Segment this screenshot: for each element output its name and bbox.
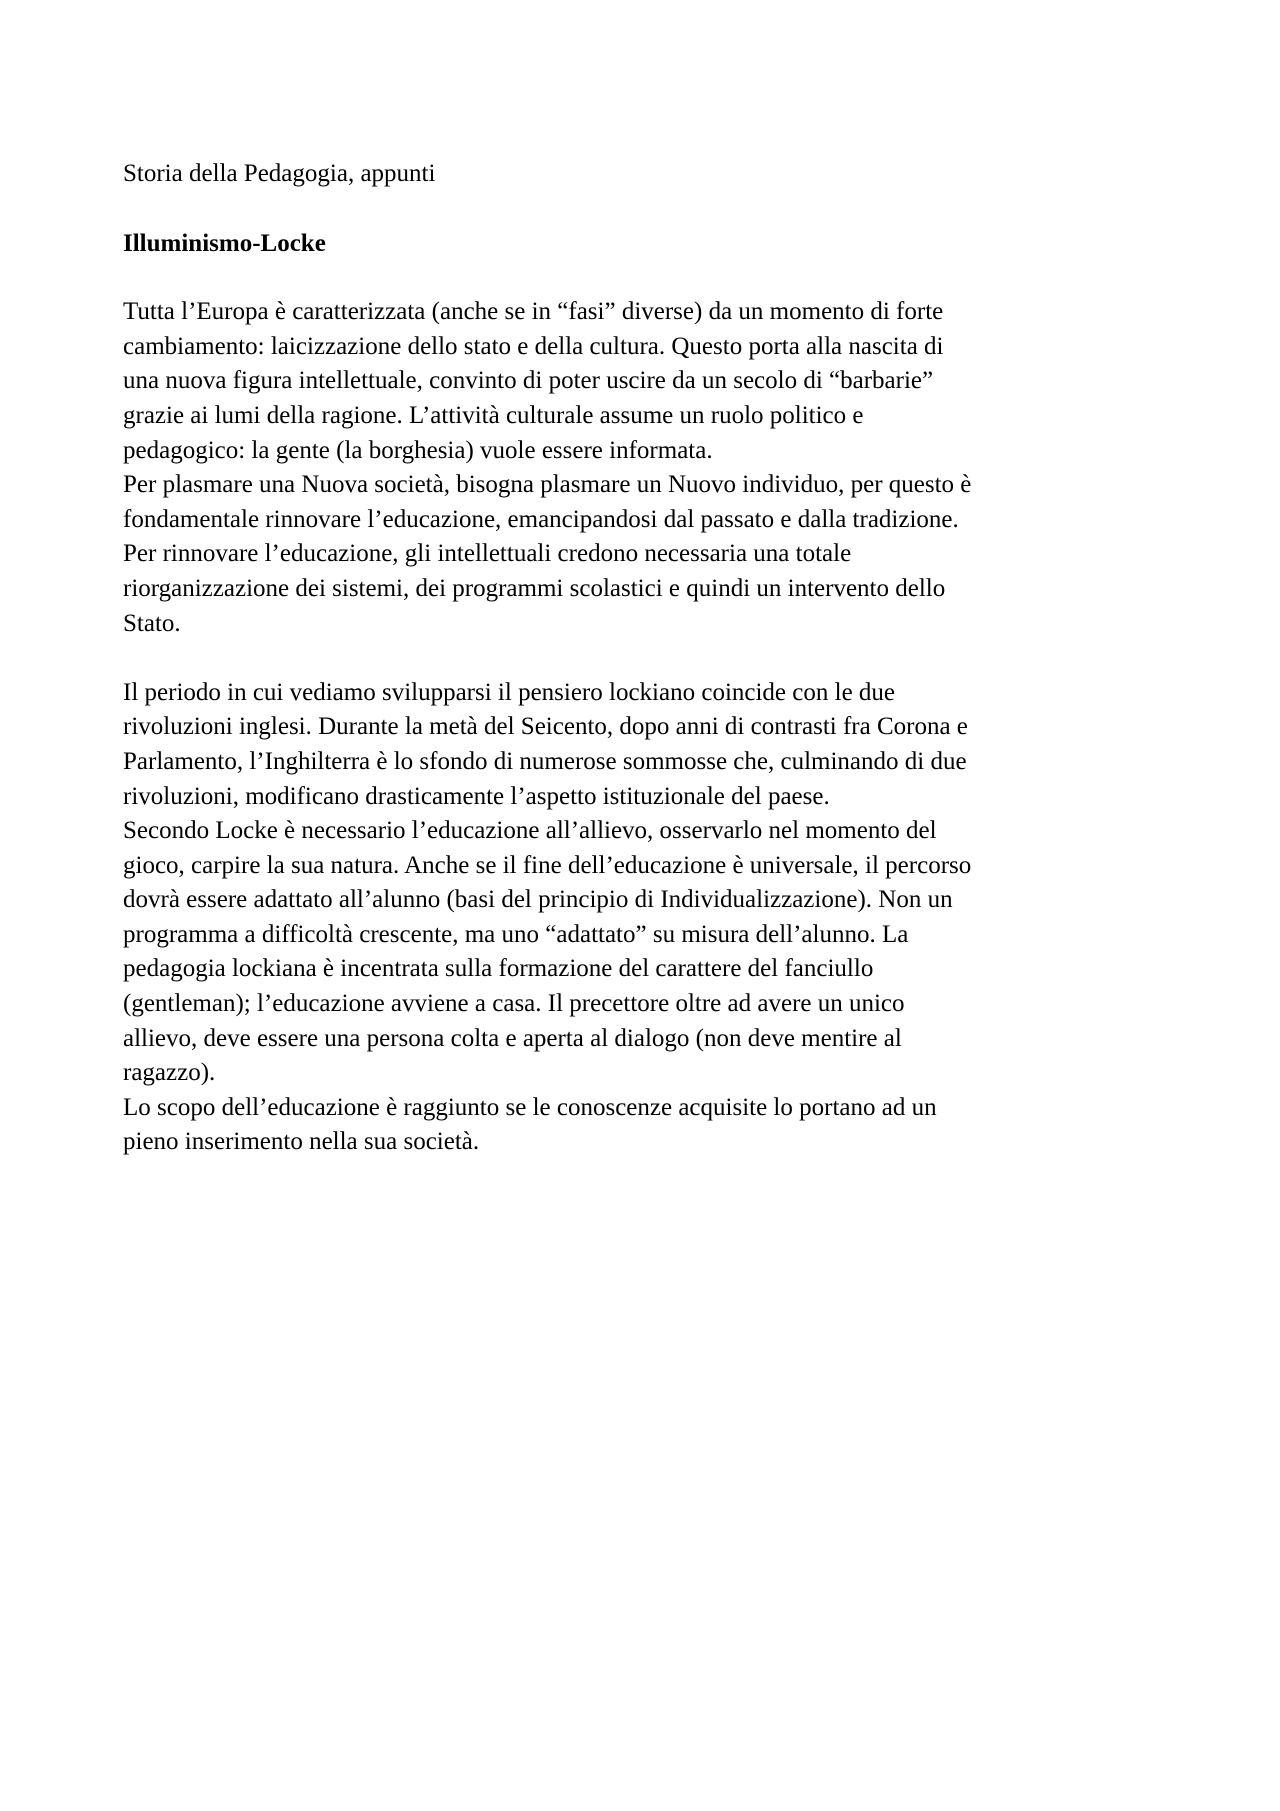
text-line: Per rinnovare l’educazione, gli intellettuali credono necessaria una totale [123, 540, 852, 568]
text-line: Lo scopo dell’educazione è raggiunto se le conoscenze acquisite lo portano ad un [123, 1093, 937, 1121]
document-subtitle: Storia della Pedagogia, appunti [123, 160, 436, 187]
text-line: Per plasmare una Nuova società, bisogna plasmare un Nuovo individuo, per questo è [123, 471, 972, 499]
text-line: (gentleman); l’educazione avviene a casa. Il precettore oltre ad avere un unico [123, 990, 905, 1018]
text-line: fondamentale rinnovare l’educazione, emancipandosi dal passato e dalla tradizione. [123, 505, 959, 533]
text-line: rivoluzioni, modificano drasticamente l’aspetto istituzionale del paese. [123, 782, 830, 810]
text-line: grazie ai lumi della ragione. L’attività culturale assume un ruolo politico e [123, 401, 864, 429]
document-body [123, 157, 1163, 1160]
text-line: allievo, deve essere una persona colta e aperta al dialogo (non deve mentire al [123, 1024, 902, 1052]
text-line: dovrà essere adattato all’alunno (basi del principio di Individualizzazione). Non un [123, 886, 953, 914]
text-line: pieno inserimento nella sua società. [123, 1128, 480, 1156]
text-line: Parlamento, l’Inghilterra è lo sfondo di numerose sommosse che, culminando di due [123, 747, 967, 775]
section-heading: Illuminismo-Locke [123, 229, 326, 257]
text-line: cambiamento: laicizzazione dello stato e della cultura. Questo porta alla nascita di [123, 332, 944, 360]
text-line: programma a difficoltà crescente, ma uno “adattato” su misura dell’alunno. La [123, 920, 909, 948]
paragraph-enlightenment [123, 295, 1163, 641]
paragraph-locke [123, 676, 1163, 1160]
text-line: Secondo Locke è necessario l’educazione all’allievo, osservarlo nel momento del [123, 817, 937, 845]
text-line: Il periodo in cui vediamo svilupparsi il pensiero lockiano coincide con le due [123, 678, 896, 706]
text-line: una nuova figura intellettuale, convinto di poter uscire da un secolo di “barbarie” [123, 367, 934, 395]
text-line: riorganizzazione dei sistemi, dei programmi scolastici e quindi un intervento dello [123, 574, 946, 602]
text-line: rivoluzioni inglesi. Durante la metà del Seicento, dopo anni di contrasti fra Corona e [123, 713, 968, 741]
text-line: pedagogico: la gente (la borghesia) vuole essere informata. [123, 436, 713, 464]
text-line: ragazzo). [123, 1059, 216, 1087]
text-line: gioco, carpire la sua natura. Anche se il fine dell’educazione è universale, il percorso [123, 851, 972, 879]
text-line: Tutta l’Europa è caratterizzata (anche se in “fasi” diverse) da un momento di forte [123, 298, 944, 326]
text-line: pedagogia lockiana è incentrata sulla formazione del carattere del fanciullo [123, 955, 874, 983]
text-line: Stato. [123, 609, 181, 637]
